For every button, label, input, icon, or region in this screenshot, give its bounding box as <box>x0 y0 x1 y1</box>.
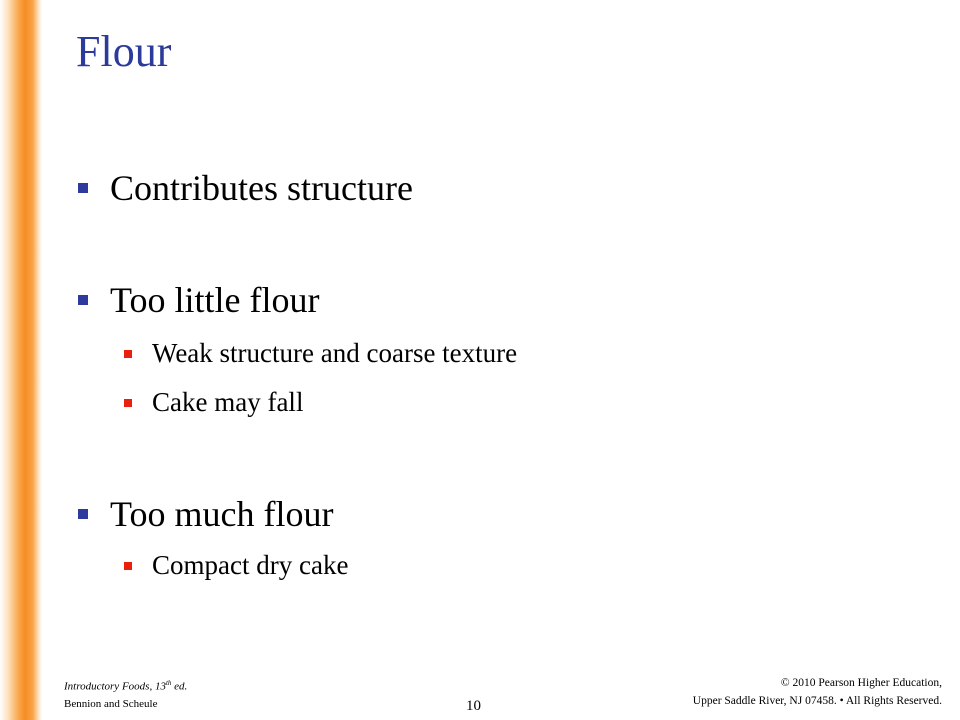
sub-bullet-text: Compact dry cake <box>152 550 349 580</box>
book-title: Introductory Foods, 13th ed. <box>64 679 188 693</box>
bullet-item <box>78 282 319 318</box>
square-bullet-icon <box>124 350 132 358</box>
bullet-text: Contributes structure <box>110 168 413 208</box>
footer-copyright <box>693 674 942 711</box>
bullet-item <box>78 496 333 532</box>
decorative-side-stripe <box>0 0 42 720</box>
authors: Bennion and Scheule <box>64 697 158 710</box>
sub-bullet-item <box>124 552 348 579</box>
sub-bullet-text: Cake may fall <box>152 387 304 417</box>
sub-bullet-item <box>124 389 303 416</box>
sub-bullet-text: Weak structure and coarse texture <box>152 338 518 368</box>
copyright-line-2: Upper Saddle River, NJ 07458. • All Rights Reserved. <box>692 695 942 708</box>
bullet-text: Too little flour <box>110 280 320 320</box>
copyright-line-1: © 2010 Pearson Higher Education, <box>780 677 942 689</box>
square-bullet-icon <box>78 509 88 519</box>
page-number: 10 <box>466 698 481 714</box>
footer-book-info <box>64 678 187 713</box>
bullet-item <box>78 170 413 206</box>
sub-bullet-item <box>124 340 517 367</box>
slide-title: Flour <box>76 27 172 76</box>
square-bullet-icon <box>78 183 88 193</box>
square-bullet-icon <box>124 562 132 570</box>
square-bullet-icon <box>78 295 88 305</box>
bullet-text: Too much flour <box>110 494 334 534</box>
square-bullet-icon <box>124 399 132 407</box>
